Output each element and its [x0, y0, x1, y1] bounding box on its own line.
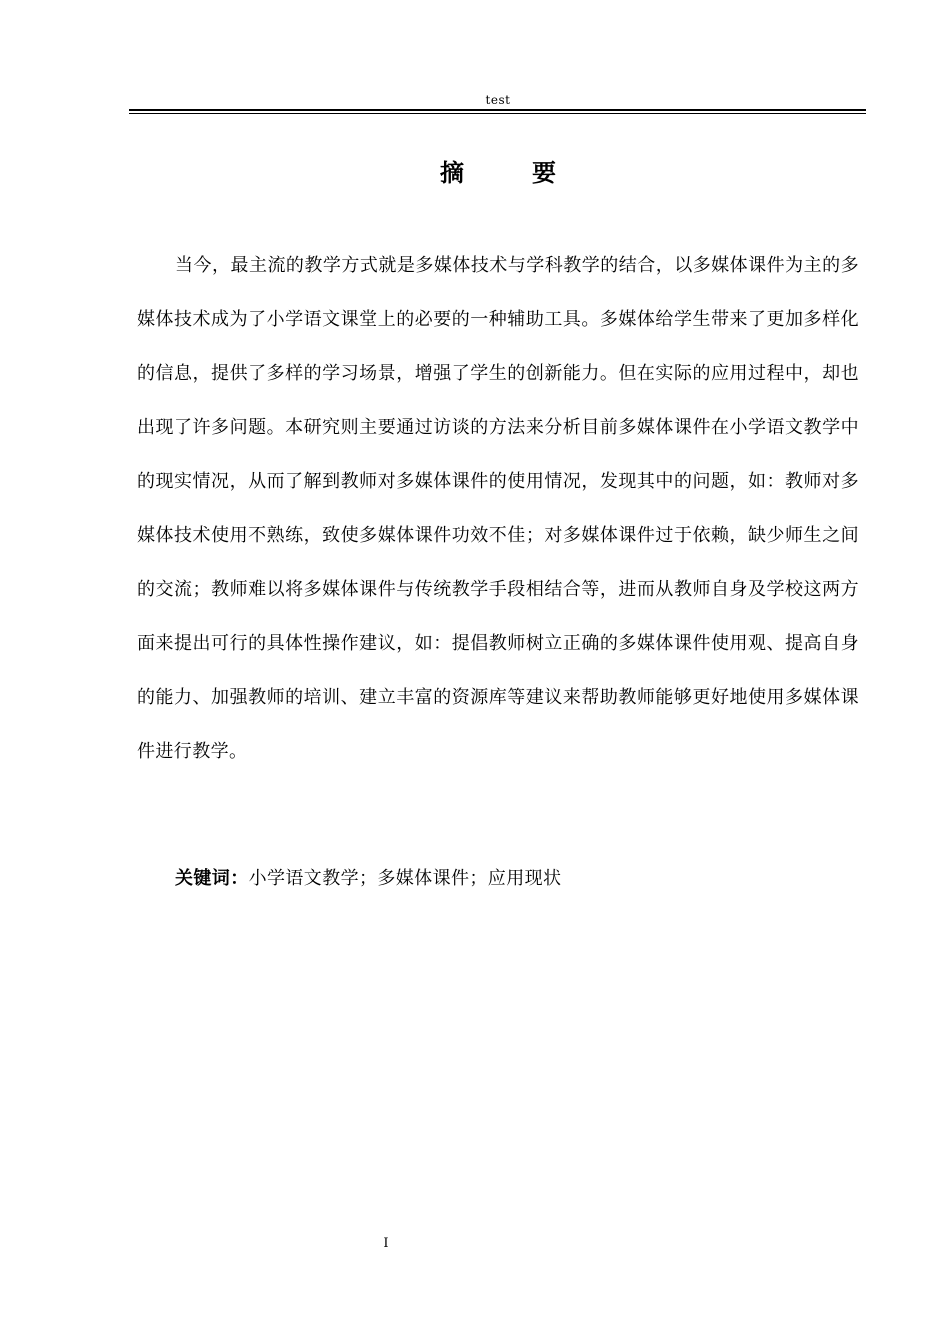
keywords-line — [175, 865, 561, 893]
page-number: I — [383, 1236, 389, 1251]
keywords-value: 小学语文教学；多媒体课件；应用现状 — [248, 868, 562, 889]
abstract-paragraph: 当今，最主流的教学方式就是多媒体技术与学科教学的结合，以多媒体课件为主的多媒体技术成为了小学语文课堂上的必要的一种辅助工具。多媒体给学生带来了更加多样化的信息，提供了多样的学习场景，增强了学生的创新能力。但在实际的应用过程中，却也出现了许多问题。本研究则主要通过访谈的方法来分析目前多媒体课件在小学语文教学中的现实情况，从而了解到教师对多媒体课件的使用情况，发现其中的问题，如：教师对多媒体技术使用不熟练，致使多媒体课件功效不佳；对多媒体课件过于依赖，缺少师生之间的交流；教师难以将多媒体课件与传统教学手段相结合等，进而从教师自身及学校这两方面来提出可行的具体性操作建议，如：提倡教师树立正确的多媒体课件使用观、提高自身的能力、加强教师的培训、建立丰富的资源库等建议来帮助教师能够更好地使用多媒体课件进行教学。 — [137, 255, 859, 762]
page-title: 摘 要 — [440, 159, 578, 187]
keywords-label: 关键词： — [175, 868, 249, 889]
running-header: test — [485, 93, 511, 107]
header-rule — [129, 109, 866, 114]
